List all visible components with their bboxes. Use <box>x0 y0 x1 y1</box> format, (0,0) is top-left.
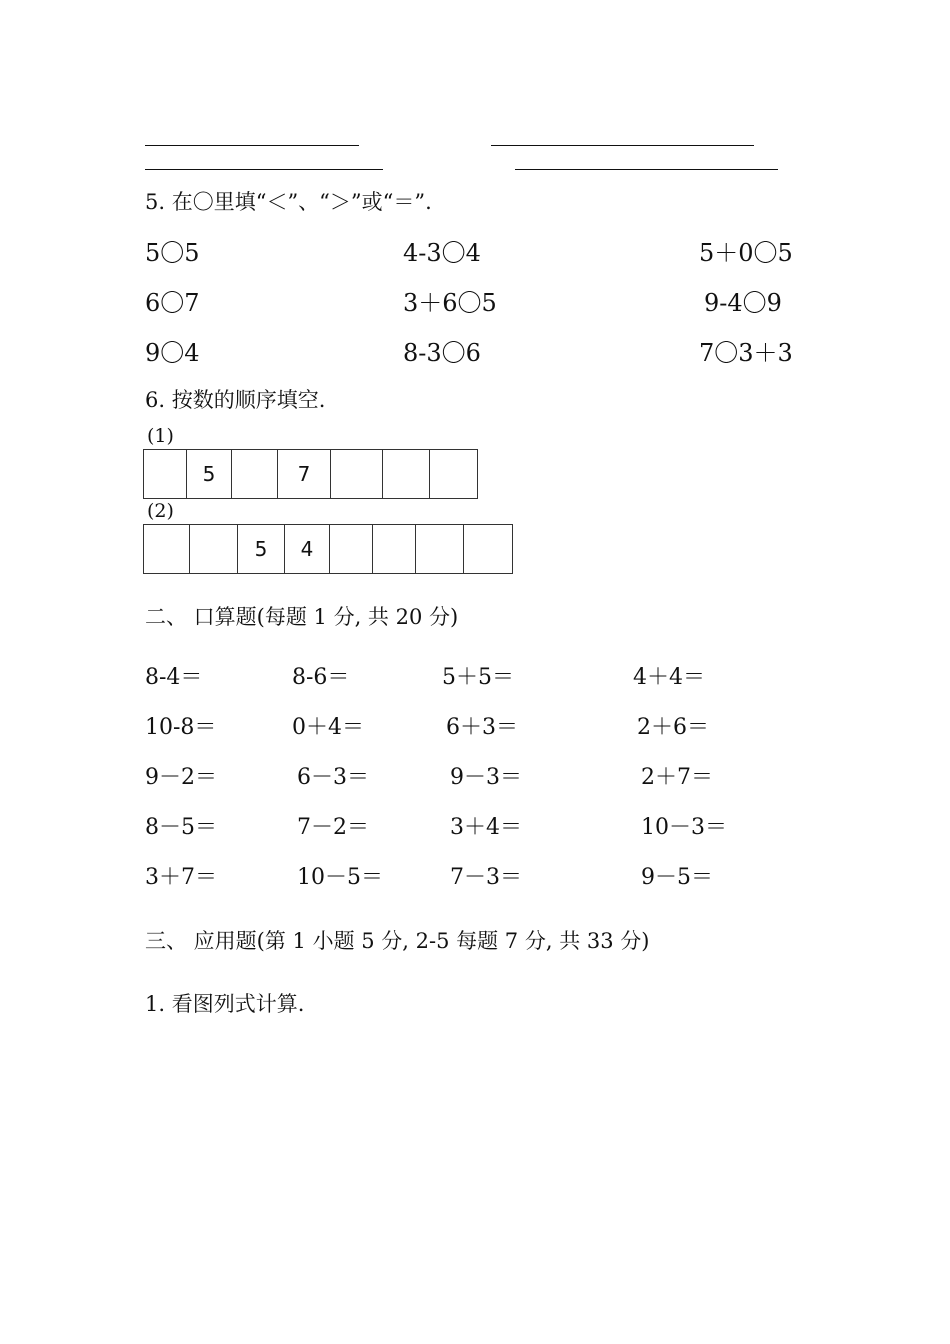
sequence-box[interactable] <box>373 525 416 574</box>
sequence-box[interactable] <box>330 525 373 574</box>
sequence-boxes-1 <box>143 449 478 499</box>
answer-line <box>491 145 754 146</box>
calc-item: 7－2＝ <box>297 815 369 840</box>
calc-item: 9－2＝ <box>145 765 217 790</box>
answer-line <box>145 169 383 170</box>
calc-item: 6＋3＝ <box>446 715 518 740</box>
calc-item: 9－3＝ <box>450 765 522 790</box>
compare-item: 5〇5 <box>145 239 200 267</box>
compare-item: 9-4〇9 <box>704 289 782 317</box>
sequence-box[interactable] <box>144 525 190 574</box>
compare-item: 4-3〇4 <box>403 239 481 267</box>
calc-item: 3＋4＝ <box>450 815 522 840</box>
calc-item: 10－5＝ <box>297 865 383 890</box>
section3-q1: 1. 看图列式计算. <box>145 992 305 1016</box>
calc-item: 9－5＝ <box>641 865 713 890</box>
part1-label: (1) <box>147 425 174 447</box>
sequence-boxes-2 <box>143 524 513 574</box>
calc-item: 3＋7＝ <box>145 865 217 890</box>
calc-item: 2＋7＝ <box>641 765 713 790</box>
sequence-box[interactable]: 7 <box>278 450 331 499</box>
sequence-box[interactable] <box>430 450 478 499</box>
compare-item: 9〇4 <box>145 339 200 367</box>
sequence-box[interactable] <box>331 450 383 499</box>
calc-item: 8-4＝ <box>145 665 203 690</box>
sequence-box[interactable]: 5 <box>238 525 285 574</box>
calc-item: 4＋4＝ <box>633 665 705 690</box>
sequence-box[interactable]: 4 <box>285 525 330 574</box>
sequence-box[interactable]: 5 <box>187 450 232 499</box>
calc-item: 2＋6＝ <box>637 715 709 740</box>
sequence-box[interactable] <box>144 450 187 499</box>
compare-item: 7〇3＋3 <box>699 339 793 367</box>
answer-line <box>145 145 359 146</box>
calc-item: 0＋4＝ <box>292 715 364 740</box>
sequence-box[interactable] <box>190 525 238 574</box>
calc-item: 6－3＝ <box>297 765 369 790</box>
compare-item: 6〇7 <box>145 289 200 317</box>
sequence-box[interactable] <box>416 525 464 574</box>
calc-item: 5＋5＝ <box>442 665 514 690</box>
compare-item: 8-3〇6 <box>403 339 481 367</box>
calc-item: 8-6＝ <box>292 665 350 690</box>
section2-title: 二、 口算题(每题 1 分, 共 20 分) <box>145 605 459 629</box>
answer-line <box>515 169 778 170</box>
q6-title: 6. 按数的顺序填空. <box>145 388 326 412</box>
q5-title: 5. 在〇里填“＜”、“＞”或“＝”. <box>145 190 432 214</box>
calc-item: 10－3＝ <box>641 815 727 840</box>
calc-item: 8－5＝ <box>145 815 217 840</box>
sequence-box[interactable] <box>383 450 430 499</box>
compare-item: 3＋6〇5 <box>403 289 497 317</box>
compare-item: 5＋0〇5 <box>699 239 793 267</box>
sequence-box[interactable] <box>232 450 278 499</box>
section3-title: 三、 应用题(第 1 小题 5 分, 2-5 每题 7 分, 共 33 分) <box>145 929 650 953</box>
calc-item: 7－3＝ <box>450 865 522 890</box>
sequence-box[interactable] <box>464 525 513 574</box>
part2-label: (2) <box>147 500 174 522</box>
calc-item: 10-8＝ <box>145 715 217 740</box>
